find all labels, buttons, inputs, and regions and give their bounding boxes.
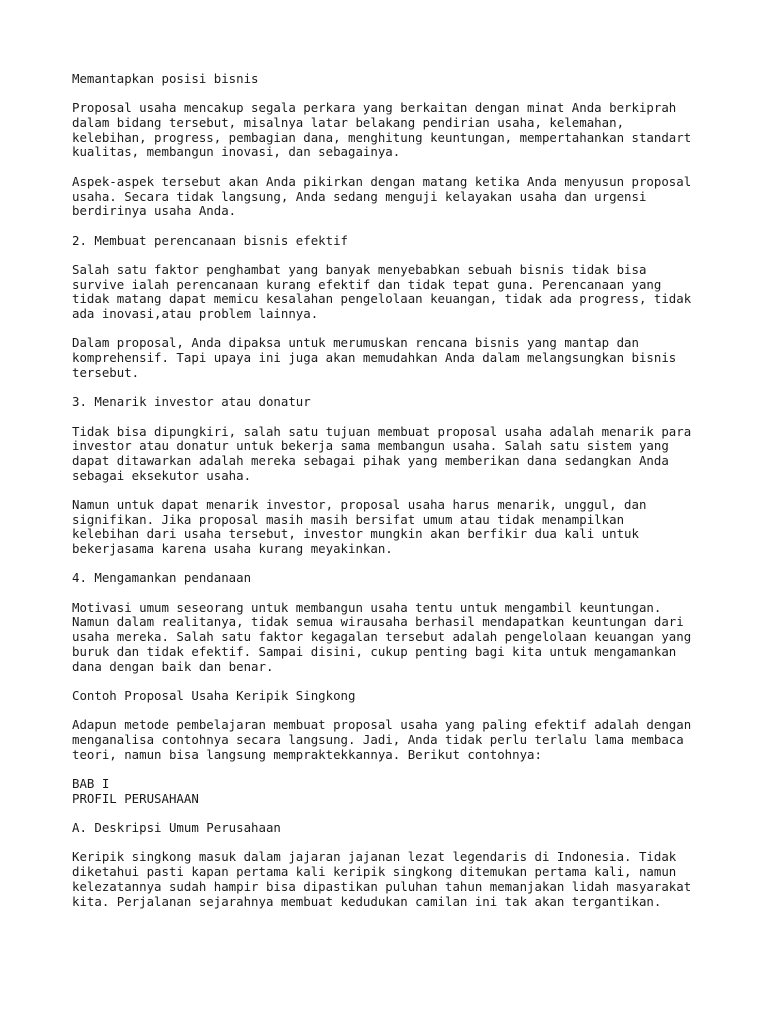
text-line: dalam bidang tersebut, misalnya latar belakang pendirian usaha, kelemahan,	[72, 115, 625, 131]
text-line: Dalam proposal, Anda dipaksa untuk merumuskan rencana bisnis yang mantap dan	[72, 335, 639, 351]
text-line: Salah satu faktor penghambat yang banyak menyebabkan sebuah bisnis tidak bisa	[72, 261, 647, 277]
text-line: Memantapkan posisi bisnis	[72, 71, 259, 86]
text-line: Motivasi umum seseorang untuk membangun usaha tentu untuk mengambil keuntungan.	[72, 599, 662, 615]
text-line: dana dengan baik dan benar.	[72, 658, 274, 674]
text-line: ada inovasi,atau problem lainnya.	[72, 306, 319, 321]
text-line: PROFIL PERUSAHAAN	[72, 790, 199, 806]
text-line: kelebihan, progress, pembagian dana, menghitung keuntungan, mempertahankan standart	[72, 129, 692, 145]
text-line: buruk dan tidak efektif. Sampai disini, cukup penting bagi kita untuk mengamankan	[72, 643, 677, 659]
body-paragraph	[72, 263, 712, 322]
text-line: kelezatannya sudah hampir bisa dipastikan puluhan tahun memanjakan lidah masyarakat	[72, 878, 692, 894]
text-line: Aspek-aspek tersebut akan Anda pikirkan dengan matang ketika Anda menyusun proposal	[72, 173, 692, 189]
body-paragraph	[72, 101, 712, 160]
text-line: kita. Perjalanan sejarahnya membuat kedudukan camilan ini tak akan tergantikan.	[72, 893, 662, 909]
text-line: investor atau donatur untuk bekerja sama membangun usaha. Salah satu sistem yang	[72, 438, 669, 454]
text-line: 4. Mengamankan pendanaan	[72, 570, 252, 586]
text-line: usaha mereka. Salah satu faktor kegagalan tersebut adalah pengelolaan keuangan yang	[72, 629, 692, 645]
text-line: Adapun metode pembelajaran membuat proposal usaha yang paling efektif adalah dengan	[72, 717, 692, 733]
text-line: 2. Membuat perencanaan bisnis efektif	[72, 232, 349, 248]
text-line: sebagai eksekutor usaha.	[72, 467, 252, 483]
text-line: tersebut.	[72, 364, 140, 380]
text-line: BAB I	[72, 776, 110, 791]
body-paragraph	[72, 336, 712, 380]
text-line: bekerjasama karena usaha kurang meyakinkan.	[72, 541, 393, 556]
section-heading	[72, 234, 712, 249]
text-line: usaha. Secara tidak langsung, Anda sedang menguji kelayakan usaha dan urgensi	[72, 188, 647, 204]
body-paragraph	[72, 850, 712, 909]
chapter-heading	[72, 777, 712, 806]
body-paragraph	[72, 425, 712, 484]
body-paragraph	[72, 498, 712, 557]
text-line: Contoh Proposal Usaha Keripik Singkong	[72, 687, 356, 703]
text-line: teori, namun bisa langsung mempraktekkannya. Berikut contohnya:	[72, 746, 542, 762]
text-line: Namun dalam realitanya, tidak semua wirausaha berhasil mendapatkan keuntungan dari	[72, 614, 684, 630]
document-page	[72, 72, 712, 924]
section-heading	[72, 571, 712, 586]
section-heading	[72, 689, 712, 704]
body-paragraph	[72, 175, 712, 219]
body-paragraph	[72, 718, 712, 762]
text-line: 3. Menarik investor atau donatur	[72, 394, 311, 410]
text-line: kualitas, membangun inovasi, dan sebagainya.	[72, 144, 401, 160]
text-line: berdirinya usaha Anda.	[72, 203, 237, 219]
text-line: komprehensif. Tapi upaya ini juga akan memudahkan Anda dalam melangsungkan bisnis	[72, 350, 677, 366]
text-line: diketahui pasti kapan pertama kali keripik singkong ditemukan pertama kali, namun	[72, 864, 677, 880]
text-line: menganalisa contohnya secara langsung. Jadi, Anda tidak perlu terlalu lama membaca	[72, 731, 684, 747]
text-line: Namun untuk dapat menarik investor, proposal usaha harus menarik, unggul, dan	[72, 496, 647, 512]
text-line: Keripik singkong masuk dalam jajaran jajanan lezat legendaris di Indonesia. Tidak	[72, 849, 677, 865]
text-line: A. Deskripsi Umum Perusahaan	[72, 820, 281, 836]
text-line: signifikan. Jika proposal masih masih bersifat umum atau tidak menampilkan	[72, 511, 625, 527]
text-line: kelebihan dari usaha tersebut, investor mungkin akan berfikir dua kali untuk	[72, 526, 639, 542]
text-line: Proposal usaha mencakup segala perkara yang berkaitan dengan minat Anda berkiprah	[72, 100, 677, 116]
section-heading	[72, 395, 712, 410]
section-heading	[72, 72, 712, 87]
text-line: survive ialah perencanaan kurang efektif dan tidak tepat guna. Perencanaan yang	[72, 276, 662, 292]
text-line: Tidak bisa dipungkiri, salah satu tujuan membuat proposal usaha adalah menarik para	[72, 423, 692, 439]
section-heading	[72, 821, 712, 836]
text-line: dapat ditawarkan adalah mereka sebagai pihak yang memberikan dana sedangkan Anda	[72, 452, 669, 468]
body-paragraph	[72, 601, 712, 674]
text-line: tidak matang dapat memicu kesalahan pengelolaan keuangan, tidak ada progress, tidak	[72, 291, 692, 307]
